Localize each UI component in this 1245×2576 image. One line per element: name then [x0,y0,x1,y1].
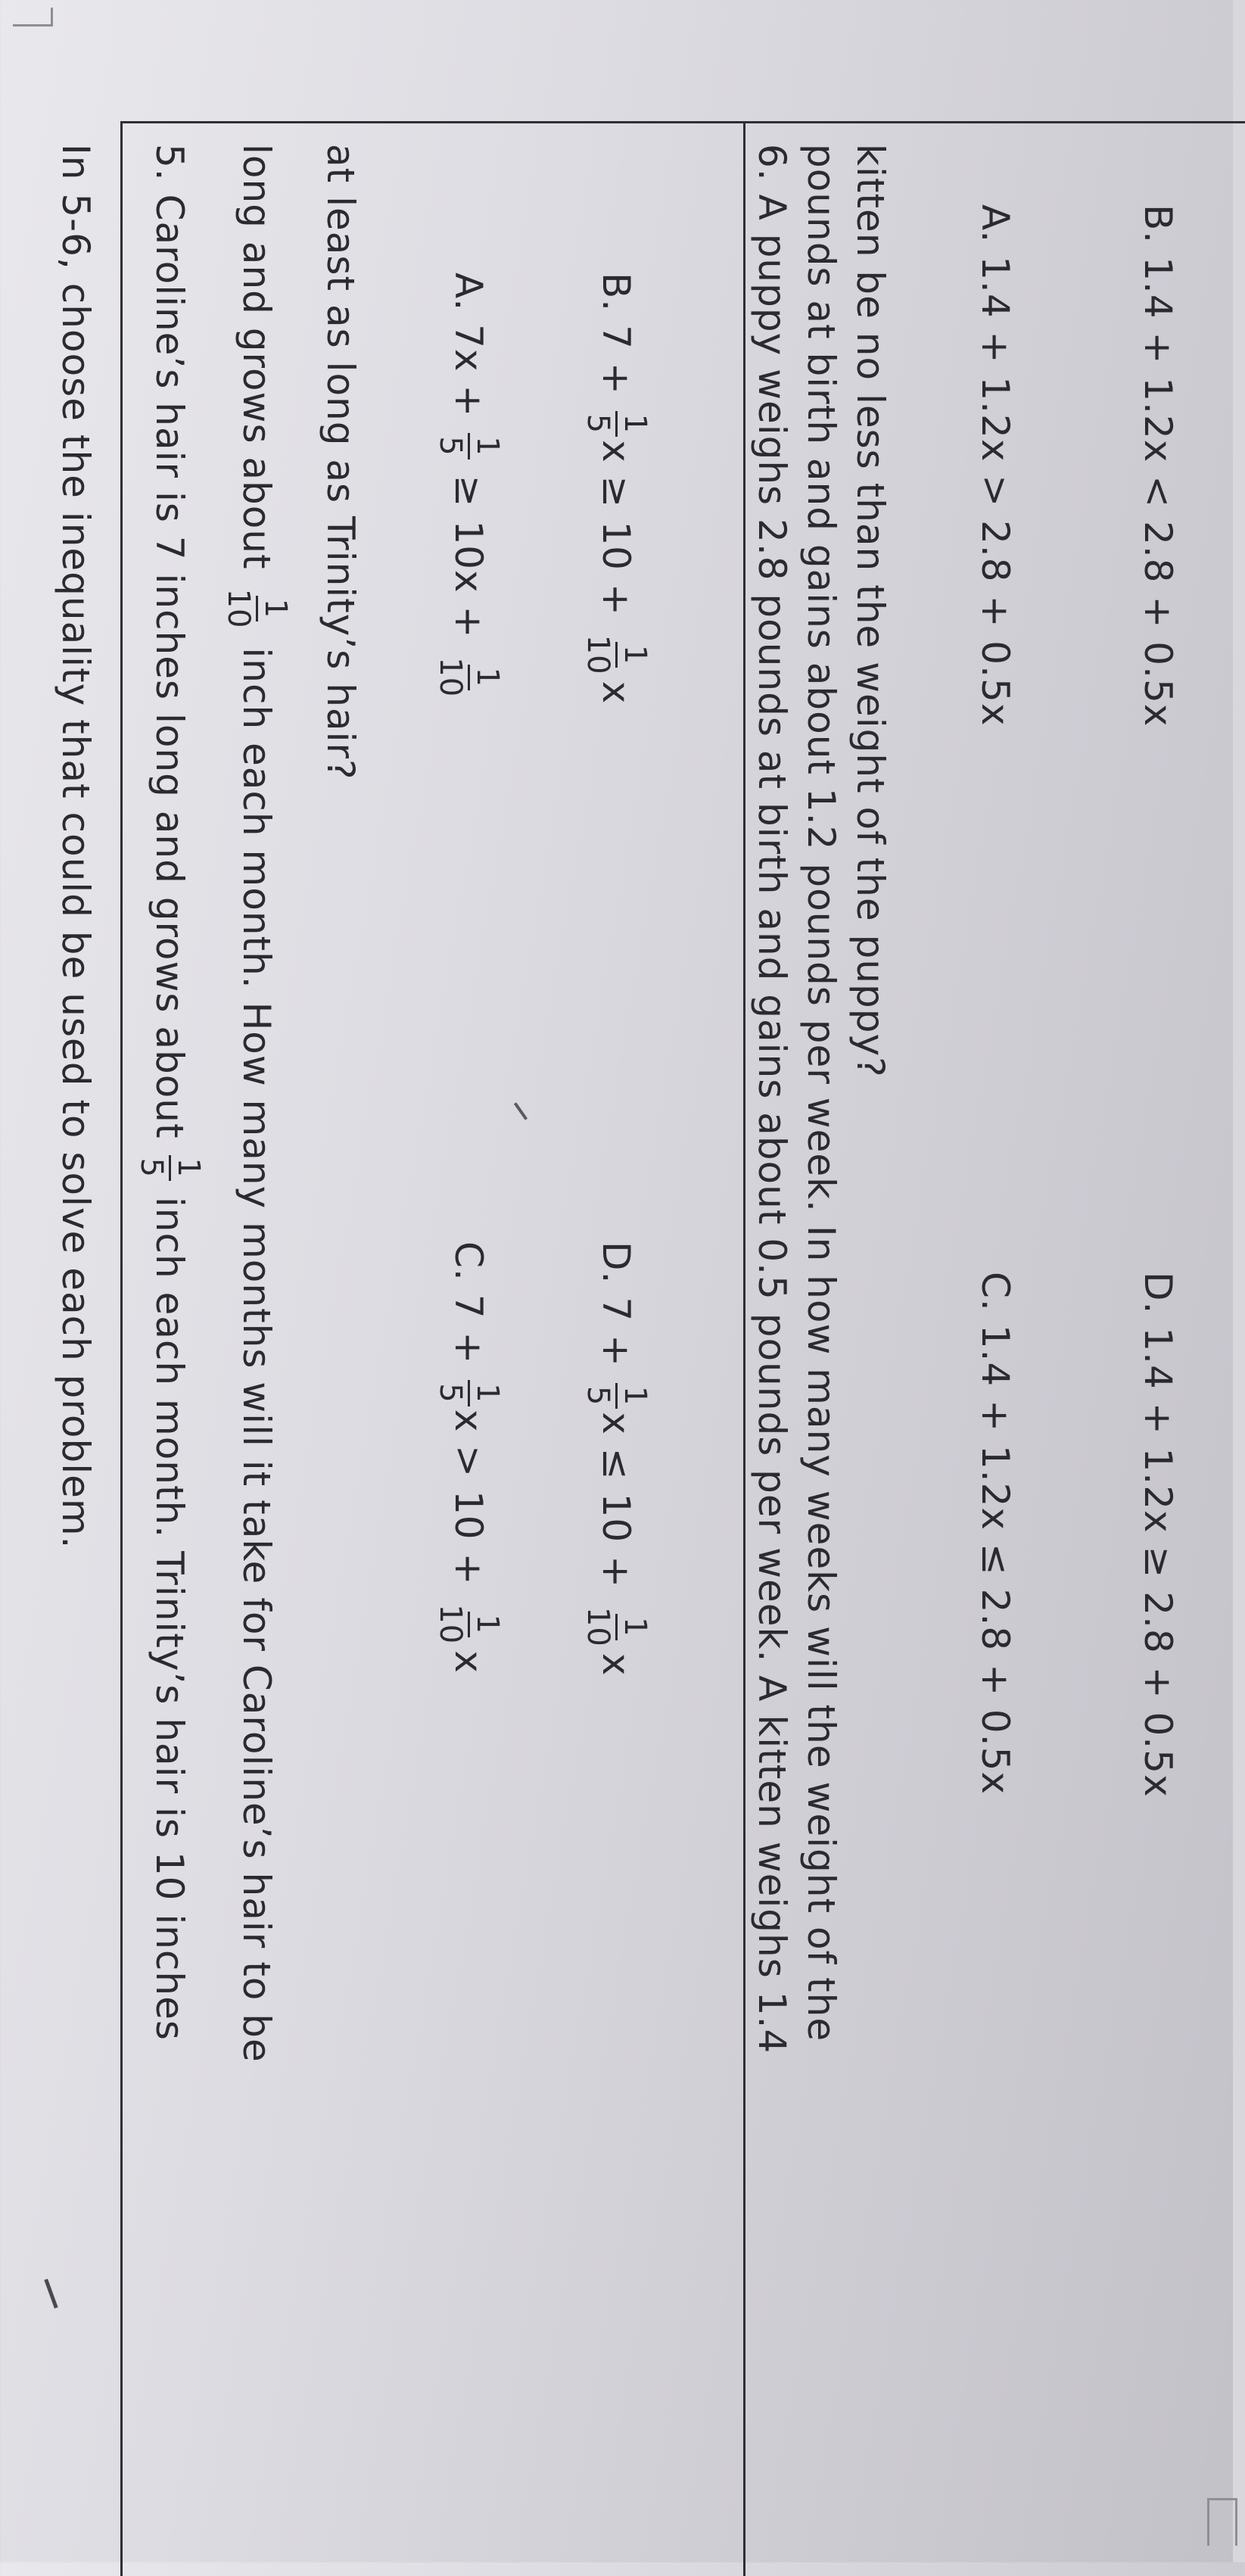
choice-expr-left: 7x + [447,324,490,418]
pencil-checkmark [44,2279,58,2308]
frac-num: 1 [256,596,291,621]
choice-letter: B. [594,273,638,313]
frac-den: 5 [433,436,468,456]
choice-expr-mid: x > 10 + [447,1409,490,1586]
frac-num: 1 [615,1383,650,1409]
choice-expr-mid: x ≤ 10 + [594,1412,638,1588]
q6-choice-c[interactable]: C. 1.4 + 1.2x ≤ 2.8 + 0.5x [973,1272,1017,1795]
q5-line2 [220,144,293,2063]
q5-line1 [133,144,206,2041]
choice-fraction [580,1383,652,1409]
frac-den: 10 [580,1606,615,1647]
choice-fraction [435,433,503,459]
choice-letter: D. [594,1241,638,1285]
q5-line1-end: inch each month. Trinity’s hair is 10 inches [148,1196,191,2041]
frac-den: 10 [433,657,468,698]
q5-line1-start: 5. Caroline’s hair is 7 inches long and grows about [148,144,191,1139]
q5-choice-b[interactable] [580,273,652,705]
choice-fraction [580,1604,652,1650]
q6-line1: 6. A puppy weighs 2.8 pounds at birth and gains about 0.5 pounds per week. A kitten weighs 1.4 [750,144,794,2054]
frac-den: 5 [580,1385,615,1406]
frac-num: 1 [468,1380,503,1406]
choice-expr-mid: ≥ 10x + [447,475,490,639]
frac-num: 1 [615,642,650,668]
frac-num: 1 [468,1612,503,1637]
q5-line2-start: long and grows about [235,144,279,570]
choice-expr-right: x [594,681,638,705]
frac-den: 10 [221,588,256,629]
q6-choice-b[interactable]: B. 1.4 + 1.2x < 2.8 + 0.5x [1136,204,1180,727]
frac-num: 1 [169,1155,204,1181]
choice-expr-left: 7 + [594,1297,638,1367]
q5-line2-end: inch each month. How many months will it take for Caroline’s hair to be [235,647,279,2063]
q6-line3: kitten be no less than the weight of the puppy? [848,144,892,1078]
choice-fraction [580,411,652,437]
choice-expr-right: x [594,1652,638,1677]
q5-choice-d[interactable] [580,1241,652,1677]
choice-letter: A. [447,273,490,312]
frac-den: 5 [433,1383,468,1403]
frac-den: 10 [580,634,615,675]
frac-den: 5 [580,413,615,435]
frac-den: 5 [134,1157,169,1178]
corner-mark [13,8,53,26]
choice-fraction [580,632,652,678]
frac-den: 10 [433,1604,468,1645]
frac-num: 1 [615,1614,650,1640]
choice-letter: C. [447,1241,490,1282]
choice-fraction [435,1601,503,1647]
choice-fraction [435,1380,503,1406]
q5-fraction-one-fifth [136,1155,204,1181]
choice-expr-right: x [447,1650,490,1674]
q5-fraction-one-tenth [223,586,291,632]
q5-line3: at least as long as Trinity’s hair? [319,144,363,780]
choice-expr-mid: x ≥ 10 + [594,440,638,616]
choice-fraction [435,654,503,700]
frac-num: 1 [615,411,650,437]
choice-expr-left: 7 + [447,1294,490,1365]
instruction-text: In 5-6, choose the inequality that could be used to solve each problem. [54,144,98,1550]
frac-num: 1 [468,665,503,690]
choice-expr-left: 7 + [594,325,638,395]
q5-choice-a[interactable] [432,273,505,703]
corner-mark [1207,2498,1237,2546]
q6-line2: pounds at birth and gains about 1.2 pounds per week. In how many weeks will the weight of the [799,144,843,2042]
frac-num: 1 [468,433,503,459]
q6-choice-d[interactable]: D. 1.4 + 1.2x ≥ 2.8 + 0.5x [1136,1272,1180,1798]
q5-choice-c[interactable] [432,1241,505,1674]
q6-choice-a[interactable]: A. 1.4 + 1.2x > 2.8 + 0.5x [973,204,1017,727]
